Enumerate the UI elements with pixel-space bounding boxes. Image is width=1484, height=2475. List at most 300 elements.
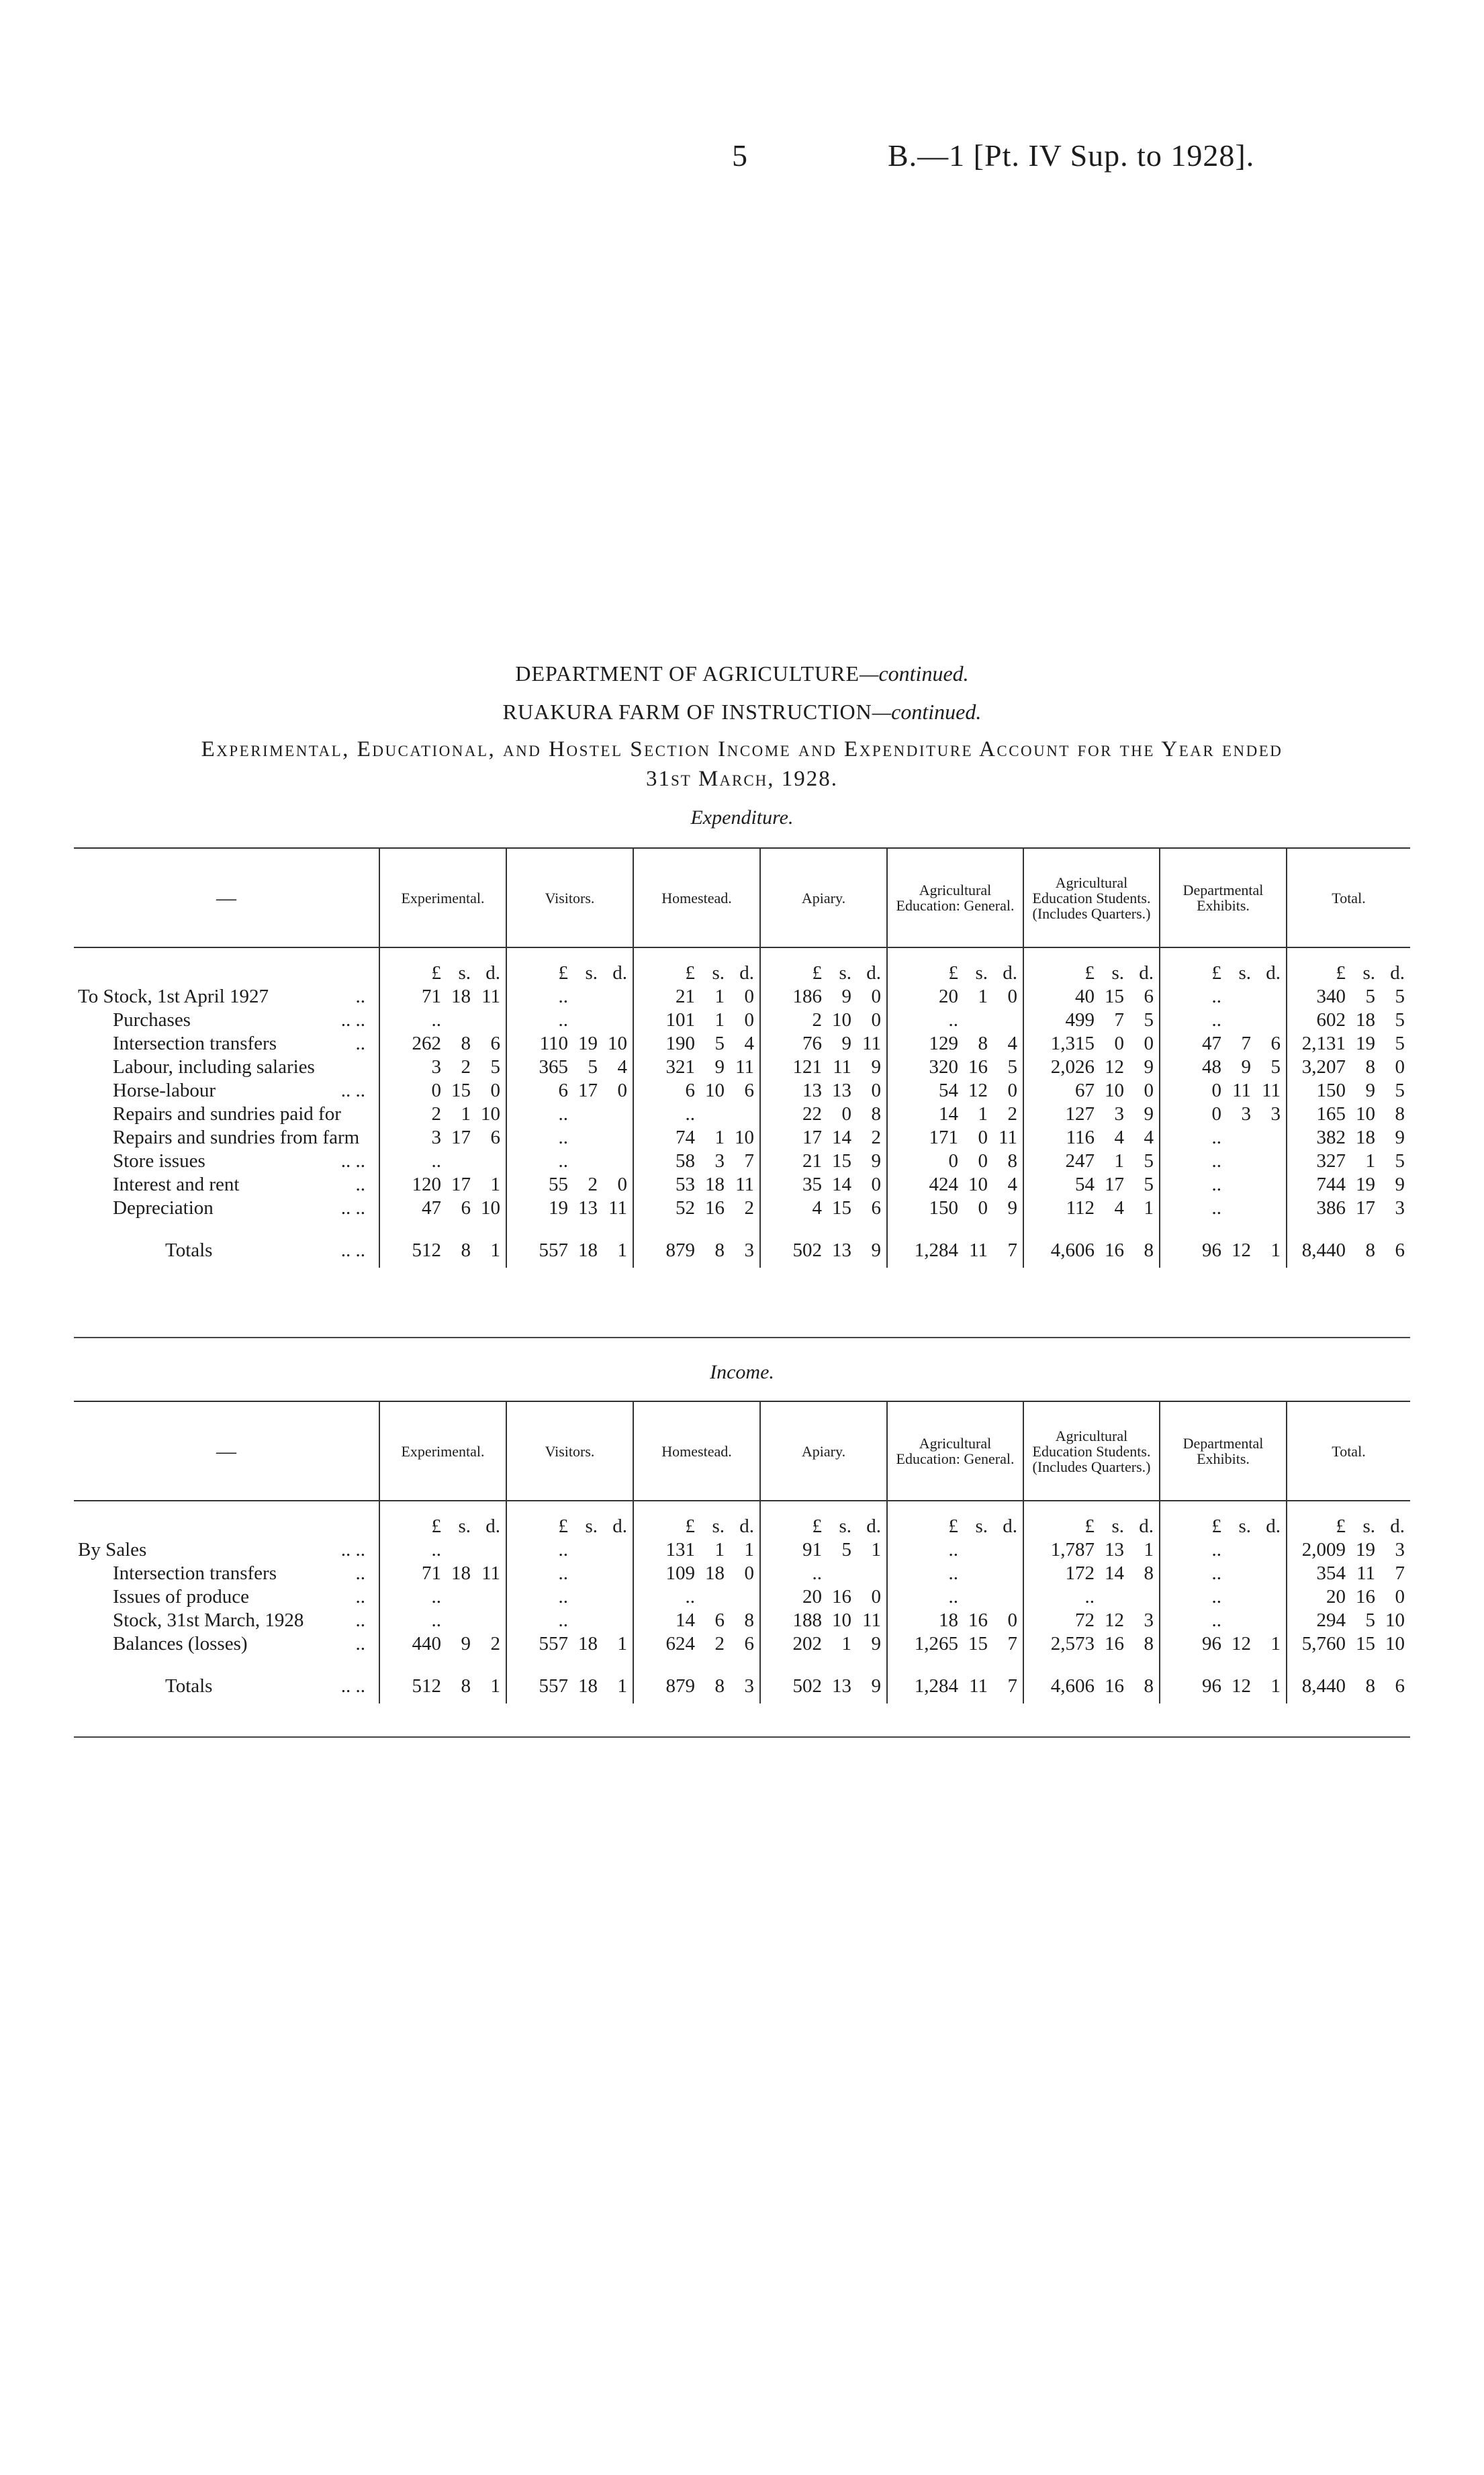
shillings-value: 10 — [832, 1009, 851, 1031]
pence-unit: d. — [739, 962, 754, 984]
pound-unit: £ — [812, 962, 822, 984]
total-cell — [633, 1229, 760, 1268]
pounds-value: 19 — [549, 1197, 568, 1219]
pounds-value: 3,207 — [1301, 1056, 1346, 1078]
amount-cell — [379, 1056, 506, 1079]
pounds-value: 3 — [431, 1127, 441, 1148]
pounds-value: 0 — [948, 1150, 958, 1172]
pence-value — [598, 1585, 627, 1609]
shillings-value — [568, 1009, 598, 1032]
pence-value — [598, 1150, 627, 1173]
pence-value: 7 — [744, 1150, 754, 1172]
pence-value: 11 — [862, 1609, 881, 1631]
unit-cell — [633, 947, 760, 985]
account-title-line2: 31st March, 1928. — [645, 767, 839, 791]
pence-value: 0 — [1007, 1080, 1017, 1101]
department-continued: —continued. — [860, 661, 969, 686]
amount-cell — [379, 1173, 506, 1197]
shilling-unit: s. — [585, 962, 598, 984]
amount-cell — [760, 1609, 887, 1632]
pounds-value: 121 — [792, 1056, 822, 1078]
column-header-6: Agricultural Education Students. (Includes Quarters.) — [1023, 848, 1160, 947]
row-label-cell — [74, 1538, 379, 1562]
shillings-total: 18 — [578, 1240, 598, 1261]
total-cell — [760, 1665, 887, 1703]
row-label: Horse-labour — [113, 1080, 216, 1101]
totals-label: Totals — [165, 1675, 213, 1697]
pounds-value: 294 — [1316, 1609, 1346, 1631]
leader-dots: .. — [355, 986, 365, 1007]
pence-value: 8 — [1144, 1562, 1154, 1584]
shillings-value — [1221, 1197, 1251, 1220]
column-header-row — [74, 848, 1410, 947]
pence-value: 6 — [1144, 986, 1154, 1007]
shillings-value: 4 — [1114, 1197, 1124, 1219]
pence-value: 1 — [1270, 1633, 1281, 1654]
amount-cell — [379, 1197, 506, 1220]
pound-unit: £ — [1211, 962, 1221, 984]
amount-cell — [633, 1126, 760, 1150]
pounds-value: 13 — [802, 1080, 822, 1101]
pounds-value: 71 — [422, 1562, 441, 1584]
amount-cell — [1023, 1032, 1160, 1056]
pence-value: 0 — [617, 1174, 627, 1195]
amount-cell — [760, 1197, 887, 1220]
pounds-value: .. — [1211, 1127, 1221, 1148]
pence-unit: d. — [1139, 962, 1154, 984]
amount-cell — [887, 1150, 1023, 1173]
shilling-unit: s. — [458, 1515, 471, 1537]
column-header-2: Visitors. — [506, 848, 633, 947]
amount-cell — [506, 1126, 633, 1150]
row-label: Intersection transfers — [113, 1562, 277, 1584]
pounds-value: 116 — [1066, 1127, 1095, 1148]
shillings-value — [1221, 1126, 1251, 1150]
column-header-3: Homestead. — [633, 1401, 760, 1501]
pounds-value: 21 — [802, 1150, 822, 1172]
unit-row-label — [74, 1501, 379, 1538]
pounds-value: 440 — [412, 1633, 441, 1654]
pounds-value: 744 — [1316, 1174, 1346, 1195]
unit-row — [74, 1501, 1410, 1538]
income-table — [74, 1401, 1410, 1703]
shillings-value: 10 — [968, 1174, 988, 1195]
shillings-value: 6 — [714, 1609, 725, 1631]
totals-label-cell — [74, 1229, 379, 1268]
pence-value: 8 — [1144, 1633, 1154, 1654]
pence-value: 4 — [744, 1033, 754, 1054]
pence-value: 5 — [1144, 1174, 1154, 1195]
shillings-value: 11 — [833, 1056, 851, 1078]
pounds-total: 8,440 — [1301, 1675, 1346, 1697]
shillings-value: 8 — [461, 1033, 471, 1054]
amount-cell — [633, 1609, 760, 1632]
amount-cell — [1160, 985, 1287, 1009]
pence-value: 2 — [490, 1633, 500, 1654]
pounds-total: 1,284 — [914, 1240, 958, 1261]
row-label: Store issues — [113, 1150, 205, 1172]
amount-cell — [1287, 1197, 1410, 1220]
pounds-value: 76 — [802, 1033, 822, 1054]
shillings-value: 9 — [841, 1033, 851, 1054]
pound-unit: £ — [1084, 1515, 1095, 1537]
pence-value: 5 — [490, 1056, 500, 1078]
shillings-total: 18 — [578, 1675, 598, 1697]
pounds-value: 101 — [665, 1009, 695, 1031]
row-label: Stock, 31st March, 1928 — [113, 1609, 304, 1631]
pence-value: 9 — [1395, 1127, 1405, 1148]
department-heading — [0, 661, 1484, 686]
shillings-value: 19 — [1356, 1539, 1375, 1560]
pence-value: 11 — [735, 1174, 754, 1195]
pounds-value: 40 — [1075, 986, 1095, 1007]
pence-value: 9 — [871, 1056, 881, 1078]
shilling-unit: s. — [458, 962, 471, 984]
pounds-value: 20 — [939, 986, 958, 1007]
amount-cell — [887, 1585, 1023, 1609]
shillings-value: 12 — [1105, 1056, 1124, 1078]
pence-value: 3 — [1395, 1197, 1405, 1219]
leader-dots — [359, 1126, 379, 1150]
pence-value: 6 — [744, 1080, 754, 1101]
shillings-value: 1 — [714, 1539, 725, 1560]
row-label: To Stock, 1st April 1927 — [78, 986, 269, 1007]
total-cell — [1160, 1665, 1287, 1703]
amount-cell — [1023, 1056, 1160, 1079]
unit-cell — [506, 1501, 633, 1538]
amount-cell — [887, 1632, 1023, 1656]
amount-cell — [379, 1632, 506, 1656]
table-row — [74, 1103, 1410, 1126]
shillings-value: 9 — [714, 1056, 725, 1078]
shilling-unit: s. — [712, 1515, 725, 1537]
amount-cell — [1023, 985, 1160, 1009]
shillings-value: 3 — [1114, 1103, 1124, 1125]
pounds-value: .. — [1211, 1609, 1221, 1631]
table-row — [74, 1609, 1410, 1632]
table-row — [74, 1079, 1410, 1103]
amount-cell — [1287, 1150, 1410, 1173]
shillings-value: 14 — [832, 1127, 851, 1148]
pence-total: 1 — [617, 1675, 627, 1697]
row-label: Repairs and sundries from farm — [113, 1127, 360, 1148]
unit-cell — [379, 947, 506, 985]
pence-value: 3 — [1395, 1539, 1405, 1560]
amount-cell — [506, 1173, 633, 1197]
pounds-value: 1,265 — [914, 1633, 958, 1654]
shillings-value: 10 — [1356, 1103, 1375, 1125]
pound-unit: £ — [1336, 1515, 1346, 1537]
pounds-value: 602 — [1316, 1009, 1346, 1031]
amount-cell — [1023, 1126, 1160, 1150]
shillings-value — [1221, 1609, 1251, 1632]
pence-value: 11 — [481, 1562, 500, 1584]
shillings-value — [958, 1538, 988, 1562]
pounds-value: .. — [431, 1150, 441, 1172]
pence-value: 0 — [490, 1080, 500, 1101]
pence-value: 11 — [735, 1056, 754, 1078]
pounds-value: 624 — [665, 1633, 695, 1654]
pounds-value: .. — [948, 1539, 958, 1560]
pence-total: 1 — [490, 1675, 500, 1697]
shillings-value: 14 — [832, 1174, 851, 1195]
table-row — [74, 1173, 1410, 1197]
amount-cell — [506, 1632, 633, 1656]
pounds-value: .. — [431, 1539, 441, 1560]
shillings-value: 19 — [1356, 1033, 1375, 1054]
pounds-value: 74 — [676, 1127, 695, 1148]
pence-value — [1251, 1126, 1281, 1150]
pence-total: 7 — [1007, 1240, 1017, 1261]
pence-value: 4 — [617, 1056, 627, 1078]
pence-unit: d. — [1266, 1515, 1281, 1537]
shillings-value — [568, 1126, 598, 1150]
amount-cell — [1287, 1103, 1410, 1126]
unit-cell — [379, 1501, 506, 1538]
row-label-cell — [74, 985, 379, 1009]
total-cell — [379, 1229, 506, 1268]
row-label-cell — [74, 1632, 379, 1656]
amount-cell — [506, 1585, 633, 1609]
pounds-value: .. — [1211, 1586, 1221, 1607]
shilling-unit: s. — [975, 962, 988, 984]
pound-unit: £ — [431, 1515, 441, 1537]
amount-cell — [506, 1562, 633, 1585]
amount-cell — [633, 1173, 760, 1197]
amount-cell — [1287, 1126, 1410, 1150]
pence-value: 11 — [481, 986, 500, 1007]
pence-value: 0 — [1007, 986, 1017, 1007]
pounds-value: .. — [431, 1609, 441, 1631]
pounds-value: 48 — [1202, 1056, 1221, 1078]
pence-value: 5 — [1395, 986, 1405, 1007]
totals-label: Totals — [165, 1240, 213, 1261]
pence-value: 0 — [1395, 1056, 1405, 1078]
shillings-value: 15 — [1356, 1633, 1375, 1654]
shillings-value: 17 — [1105, 1174, 1124, 1195]
pence-value: 0 — [617, 1080, 627, 1101]
amount-cell — [379, 1126, 506, 1150]
row-label-cell — [74, 1126, 379, 1150]
leader-dots: .. — [355, 1033, 365, 1054]
amount-cell — [1287, 1538, 1410, 1562]
shillings-value: 12 — [1232, 1633, 1251, 1654]
shillings-total: 8 — [714, 1240, 725, 1261]
pence-value: 0 — [744, 986, 754, 1007]
shillings-value: 11 — [1232, 1080, 1251, 1101]
shillings-value — [441, 1009, 471, 1032]
pence-value: 1 — [871, 1539, 881, 1560]
pounds-value: 150 — [1316, 1080, 1346, 1101]
column-header-2: Visitors. — [506, 1401, 633, 1501]
pounds-value: .. — [1211, 986, 1221, 1007]
pence-value — [471, 1609, 500, 1632]
column-header-6: Agricultural Education Students. (Includes Quarters.) — [1023, 1401, 1160, 1501]
pounds-value: 18 — [939, 1609, 958, 1631]
shillings-value — [441, 1585, 471, 1609]
pounds-value: 188 — [792, 1609, 822, 1631]
pence-value — [598, 985, 627, 1009]
pence-value: 9 — [1395, 1174, 1405, 1195]
pence-total: 9 — [871, 1675, 881, 1697]
pence-value — [1251, 1538, 1281, 1562]
expenditure-title: Expenditure. — [690, 806, 794, 829]
pence-value — [988, 1585, 1017, 1609]
shillings-value — [568, 1150, 598, 1173]
pounds-value: 20 — [1326, 1586, 1346, 1607]
pence-value: 0 — [1007, 1609, 1017, 1631]
shillings-value: 18 — [451, 986, 471, 1007]
pence-value: 5 — [1007, 1056, 1017, 1078]
pence-value — [471, 1538, 500, 1562]
pence-total: 3 — [744, 1675, 754, 1697]
pounds-value: 67 — [1075, 1080, 1095, 1101]
totals-row — [74, 1229, 1410, 1268]
amount-cell — [760, 1150, 887, 1173]
pounds-value: 72 — [1075, 1609, 1095, 1631]
amount-cell — [633, 1150, 760, 1173]
shillings-value — [1221, 1173, 1251, 1197]
amount-cell — [1023, 1103, 1160, 1126]
column-header-0: — — [74, 848, 379, 947]
amount-cell — [506, 1032, 633, 1056]
pounds-value: 14 — [939, 1103, 958, 1125]
pence-value: 5 — [1395, 1009, 1405, 1031]
total-cell — [1287, 1665, 1410, 1703]
row-label-cell — [74, 1173, 379, 1197]
pounds-value: 202 — [792, 1633, 822, 1654]
shillings-value: 13 — [832, 1080, 851, 1101]
amount-cell — [1160, 1632, 1287, 1656]
leader-dots: .. — [355, 1174, 365, 1195]
shillings-value — [1221, 1150, 1251, 1173]
amount-cell — [1287, 1032, 1410, 1056]
pence-value: 5 — [1270, 1056, 1281, 1078]
shillings-value: 1 — [714, 1009, 725, 1031]
pounds-value: 186 — [792, 986, 822, 1007]
amount-cell — [633, 1009, 760, 1032]
pence-value — [598, 1609, 627, 1632]
shillings-value: 1 — [714, 1127, 725, 1148]
column-header-4: Apiary. — [760, 1401, 887, 1501]
pounds-value: 499 — [1065, 1009, 1095, 1031]
pence-value — [1251, 1009, 1281, 1032]
shillings-value — [958, 1562, 988, 1585]
amount-cell — [379, 1009, 506, 1032]
shillings-value: 8 — [1365, 1056, 1375, 1078]
shillings-value — [1221, 985, 1251, 1009]
pounds-value: 1,315 — [1050, 1033, 1095, 1054]
spacer-row — [74, 1656, 1410, 1665]
pounds-total: 8,440 — [1301, 1240, 1346, 1261]
shillings-value: 9 — [461, 1633, 471, 1654]
pounds-value: 172 — [1065, 1562, 1095, 1584]
pounds-value: 6 — [685, 1080, 695, 1101]
pence-value — [598, 1562, 627, 1585]
total-cell — [379, 1665, 506, 1703]
amount-cell — [633, 1197, 760, 1220]
shillings-value — [1095, 1585, 1124, 1609]
pence-value: 0 — [1144, 1033, 1154, 1054]
pounds-total: 557 — [539, 1240, 568, 1261]
shillings-value: 17 — [578, 1080, 598, 1101]
pence-unit: d. — [612, 1515, 627, 1537]
shillings-value: 14 — [1105, 1562, 1124, 1584]
pounds-value: .. — [558, 1609, 568, 1631]
shillings-value — [1221, 1538, 1251, 1562]
pence-value: 10 — [735, 1127, 754, 1148]
table-row — [74, 1538, 1410, 1562]
pence-value — [988, 1009, 1017, 1032]
pound-unit: £ — [431, 962, 441, 984]
amount-cell — [760, 1079, 887, 1103]
pence-total: 1 — [1270, 1675, 1281, 1697]
shillings-value: 1 — [1365, 1150, 1375, 1172]
pounds-value: .. — [558, 1539, 568, 1560]
row-label-cell — [74, 1032, 379, 1056]
column-header-row — [74, 1401, 1410, 1501]
shillings-value — [1221, 1562, 1251, 1585]
expenditure-table — [74, 847, 1410, 1268]
table-row — [74, 1562, 1410, 1585]
shillings-value: 11 — [1356, 1562, 1375, 1584]
pence-value — [1251, 1197, 1281, 1220]
farm-name: RUAKURA FARM OF INSTRUCTION — [502, 700, 872, 724]
amount-cell — [506, 1197, 633, 1220]
pence-value: 10 — [1385, 1633, 1405, 1654]
amount-cell — [887, 1126, 1023, 1150]
row-label: Issues of produce — [113, 1586, 249, 1607]
pounds-value: 2,131 — [1301, 1033, 1346, 1054]
leader-dots: .. .. — [340, 1240, 365, 1261]
unit-row-label — [74, 947, 379, 985]
shilling-unit: s. — [1111, 962, 1124, 984]
amount-cell — [1287, 1079, 1410, 1103]
shillings-value: 7 — [1114, 1009, 1124, 1031]
unit-cell — [633, 1501, 760, 1538]
pence-value: 5 — [1395, 1033, 1405, 1054]
pence-value: 0 — [871, 1080, 881, 1101]
leader-dots: .. — [355, 1633, 365, 1654]
pounds-value: 0 — [1211, 1103, 1221, 1125]
totals-row — [74, 1665, 1410, 1703]
row-label-cell — [74, 1562, 379, 1585]
pounds-value: .. — [948, 1562, 958, 1584]
total-cell — [1287, 1229, 1410, 1268]
shillings-total: 12 — [1232, 1675, 1251, 1697]
pence-unit: d. — [1139, 1515, 1154, 1537]
shillings-value: 1 — [978, 1103, 988, 1125]
pounds-value: 47 — [1202, 1033, 1221, 1054]
amount-cell — [1160, 1585, 1287, 1609]
shillings-value: 5 — [1365, 1609, 1375, 1631]
pence-value — [471, 1585, 500, 1609]
pounds-value: 354 — [1316, 1562, 1346, 1584]
pounds-value: 340 — [1316, 986, 1346, 1007]
pence-value: 4 — [1007, 1033, 1017, 1054]
amount-cell — [887, 1032, 1023, 1056]
pence-value: 11 — [862, 1033, 881, 1054]
pence-unit: d. — [1266, 962, 1281, 984]
pence-value — [1251, 1609, 1281, 1632]
unit-cell — [760, 947, 887, 985]
pounds-value: 22 — [802, 1103, 822, 1125]
pence-value: 7 — [1395, 1562, 1405, 1584]
shillings-value: 1 — [841, 1633, 851, 1654]
pence-unit: d. — [485, 1515, 500, 1537]
column-header-5: Agricultural Education: General. — [887, 848, 1023, 947]
shillings-value: 17 — [451, 1174, 471, 1195]
